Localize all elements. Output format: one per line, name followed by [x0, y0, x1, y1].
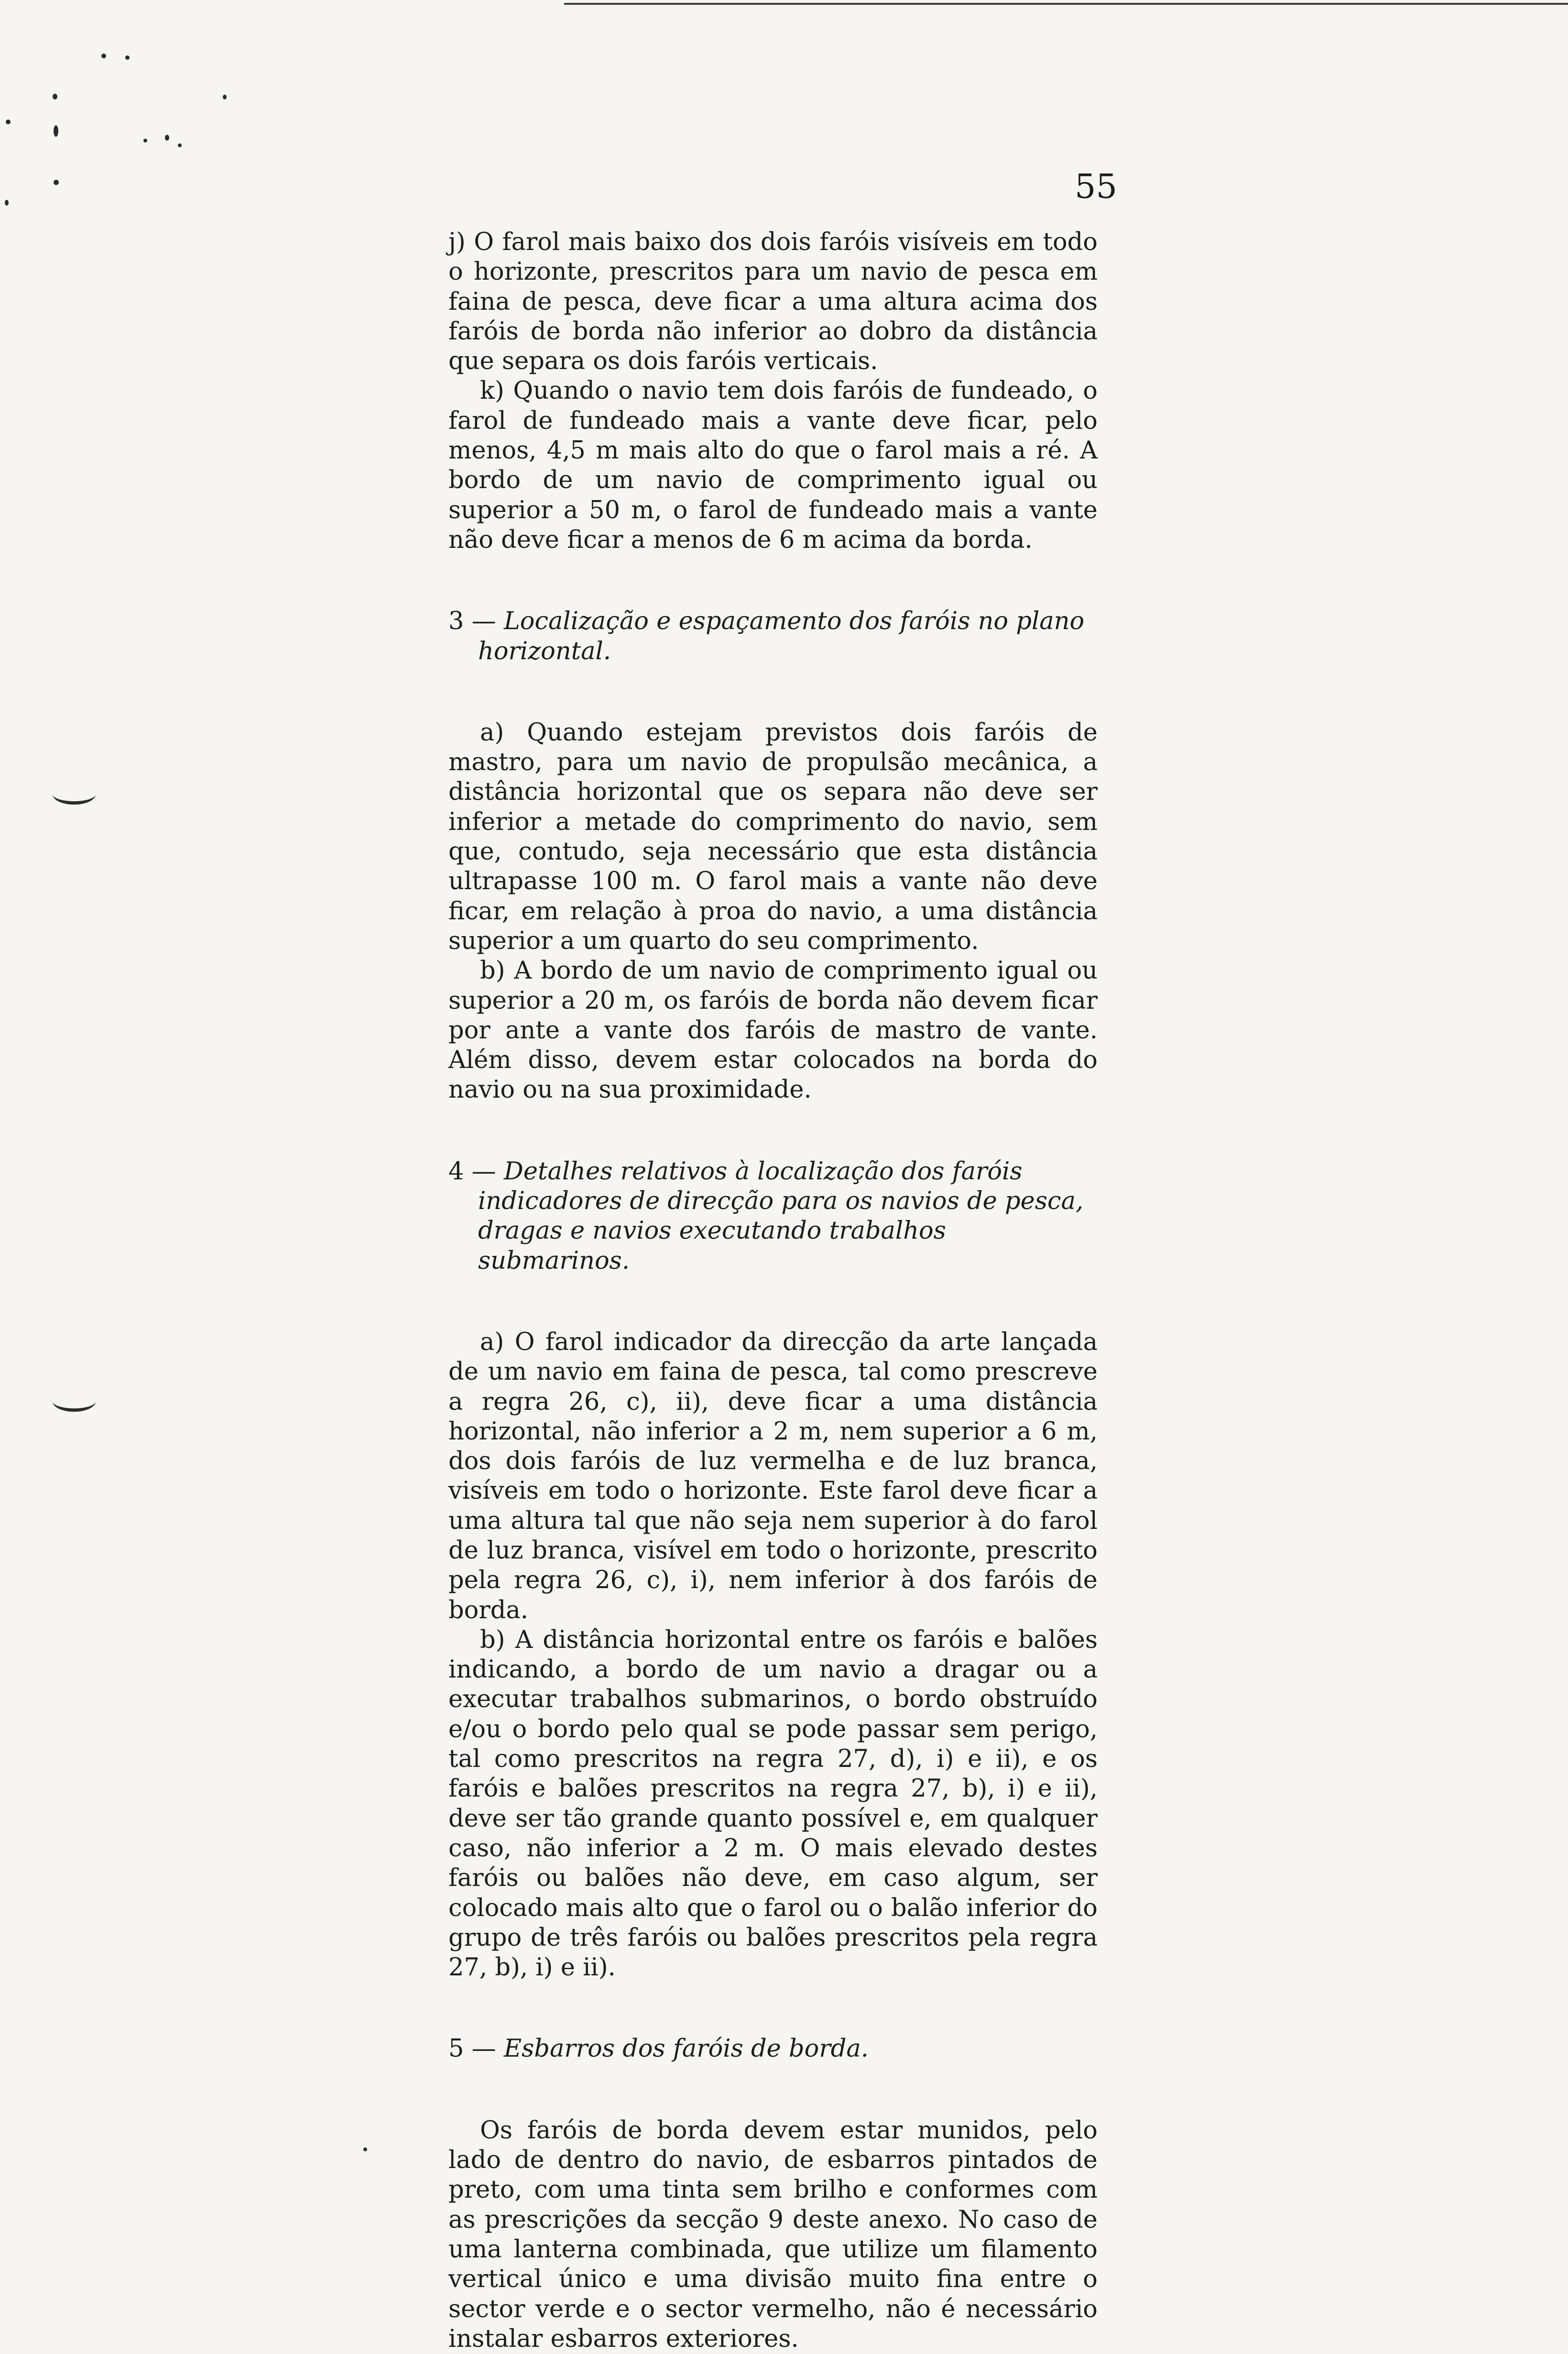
top-edge-line: [564, 3, 1568, 5]
margin-mark: [53, 1391, 96, 1412]
scan-speck: [363, 2147, 367, 2151]
margin-mark: [53, 784, 96, 805]
section-number: 5 —: [448, 2035, 496, 2063]
page-number: 55: [1075, 167, 1118, 206]
scan-speck: [5, 200, 9, 206]
scan-speck: [53, 94, 57, 99]
paragraph-3b: b) A bordo de um navio de comprimento igual ou superior a 20 m, os faróis de borda não devem ficar por ante a vante dos faróis de mastro de vante. Além disso, devem estar colocados na borda do navio ou na sua proximidade.: [448, 957, 1098, 1104]
section-heading-5: [448, 2034, 1098, 2064]
paragraph-j: j) O farol mais baixo dos dois faróis visíveis em todo o horizonte, prescritos para um navio de pesca em faina de pesca, deve ficar a uma altura acima dos faróis de borda não inferior ao dobro da distância que separa os dois faróis verticais.: [448, 228, 1098, 376]
paragraph-k: k) Quando o navio tem dois faróis de fundeado, o farol de fundeado mais a vante deve ficar, pelo menos, 4,5 m mais alto do que o farol mais a ré. A bordo de um navio de comprimento igual ou superior a 50 m, o farol de fundeado mais a vante não deve ficar a menos de 6 m acima da borda.: [448, 377, 1098, 554]
section-number: 3 —: [448, 607, 496, 636]
section-number: 4 —: [448, 1157, 496, 1186]
paragraph-4b: b) A distância horizontal entre os faróis e balões indicando, a bordo de um navio a dragar ou a executar trabalhos submarinos, o bordo obstruído e/ou o bordo pelo qual se pode passar sem perigo, tal como prescritos na regra 27, d), i) e ii), e os faróis e balões prescritos na regra 27, b), i) e ii), deve ser tão grande quanto possível e, em qualquer caso, não inferior a 2 m. O mais elevado destes faróis ou balões não deve, em caso algum, ser colocado mais alto que o farol ou o balão inferior do grupo de três faróis ou balões prescritos pela regra 27, b), i) e ii).: [448, 1625, 1098, 1982]
scan-speck: [54, 180, 59, 185]
scan-speck: [165, 135, 169, 141]
scan-speck: [6, 120, 11, 124]
section-title: Localização e espaçamento dos faróis no plano horizontal.: [478, 607, 1085, 665]
scan-speck: [223, 95, 227, 99]
section-title: Esbarros dos faróis de borda.: [503, 2035, 869, 2063]
section-heading-3: [448, 607, 1098, 666]
scan-speck: [178, 143, 182, 147]
paragraph-4a: a) O farol indicador da direcção da arte lançada de um navio em faina de pesca, tal como prescreve a regra 26, c), ii), deve ficar a uma distância horizontal, não inferior a 2 m, nem superior a 6 m, dos dois faróis de luz vermelha e de luz branca, visíveis em todo o horizonte. Este farol deve ficar a uma altura tal que não seja nem superior à do farol de luz branca, visível em todo o horizonte, prescrito pela regra 26, c), i), nem inferior à dos faróis de borda.: [448, 1328, 1098, 1624]
paragraph-5: Os faróis de borda devem estar munidos, pelo lado de dentro do navio, de esbarros pintados de preto, com uma tinta sem brilho e conformes com as prescrições da secção 9 deste anexo. No caso de uma lanterna combinada, que utilize um filamento vertical único e uma divisão muito fina entre o sector verde e o sector vermelho, não é necessário instalar esbarros exteriores.: [448, 2116, 1098, 2353]
scan-speck: [125, 55, 130, 60]
body-text: [448, 228, 1098, 2354]
section-title: Detalhes relativos à localização dos faróis indicadores de direcção para os navios de pesca, dragas e navios executando trabalhos submarinos.: [478, 1157, 1084, 1275]
scan-speck: [143, 139, 147, 142]
scan-speck: [54, 125, 58, 137]
section-heading-4: [448, 1157, 1098, 1276]
scan-speck: [101, 54, 106, 58]
paragraph-3a: a) Quando estejam previstos dois faróis de mastro, para um navio de propulsão mecânica, a distância horizontal que os separa não deve ser inferior a metade do comprimento do navio, sem que, contudo, seja necessário que esta distância ultrapasse 100 m. O farol mais a vante não deve ficar, em relação à proa do navio, a uma distância superior a um quarto do seu comprimento.: [448, 718, 1098, 955]
